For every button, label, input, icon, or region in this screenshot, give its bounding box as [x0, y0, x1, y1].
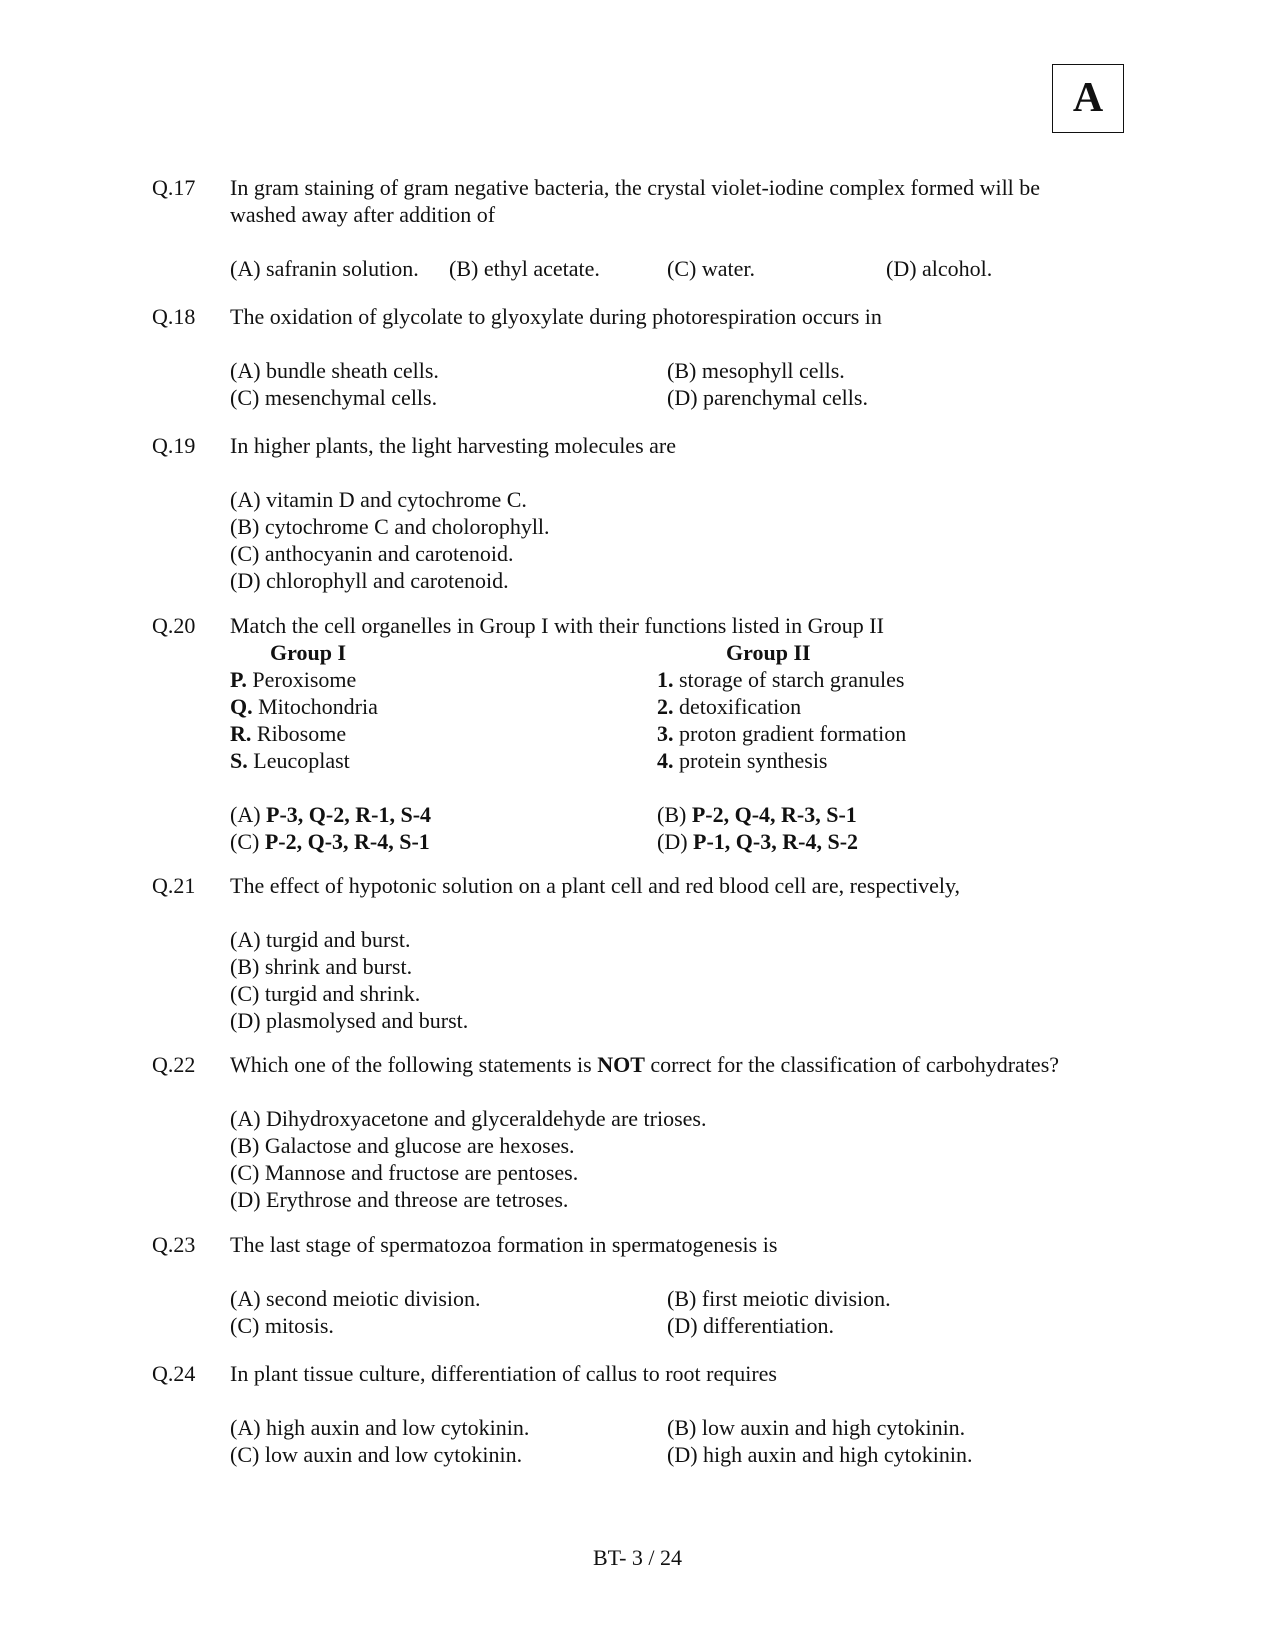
- options: [230, 1285, 1132, 1339]
- option-b: (B) ethyl acetate.: [449, 256, 600, 281]
- option-c: (C) mitosis.: [230, 1313, 334, 1338]
- options: [230, 255, 1132, 282]
- match-row: S. Leucoplast 4. protein synthesis: [230, 748, 828, 773]
- question-21: [152, 872, 1132, 1034]
- match-row: R. Ribosome 3. proton gradient formation: [230, 721, 907, 746]
- question-number: Q.23: [152, 1232, 196, 1257]
- question-number: Q.24: [152, 1361, 196, 1386]
- option-d: (D) differentiation.: [667, 1313, 834, 1338]
- option-c: (C) anthocyanin and carotenoid.: [230, 541, 514, 566]
- question-number: Q.20: [152, 613, 196, 638]
- question-number: Q.21: [152, 873, 196, 898]
- option-a: (A) second meiotic division.: [230, 1286, 481, 1311]
- option-c: (C) turgid and shrink.: [230, 981, 421, 1006]
- question-text: In gram staining of gram negative bacteria, the crystal violet-iodine complex formed will be washed away after addition of: [230, 175, 1041, 227]
- option-b: (B) low auxin and high cytokinin.: [667, 1415, 966, 1440]
- question-24: [152, 1360, 1132, 1468]
- question-22: [152, 1051, 1132, 1213]
- option-a: (A) turgid and burst.: [230, 927, 411, 952]
- option-a: (A) safranin solution.: [230, 256, 419, 281]
- question-text: Match the cell organelles in Group I with their functions listed in Group II: [230, 613, 884, 638]
- option-d: (D) alcohol.: [886, 256, 993, 281]
- question-text: The oxidation of glycolate to glyoxylate during photorespiration occurs in: [230, 304, 882, 329]
- option-b: (B) cytochrome C and cholorophyll.: [230, 514, 550, 539]
- option-d: (D) high auxin and high cytokinin.: [667, 1442, 973, 1467]
- group-1-title: Group I: [270, 640, 347, 665]
- question-number: Q.17: [152, 175, 196, 200]
- question-17: [152, 174, 1132, 282]
- option-c: (C) P-2, Q-3, R-4, S-1: [230, 829, 430, 854]
- option-b: (B) P-2, Q-4, R-3, S-1: [657, 802, 857, 827]
- question-text: In plant tissue culture, differentiation of callus to root requires: [230, 1361, 777, 1386]
- option-a: (A) vitamin D and cytochrome C.: [230, 487, 527, 512]
- option-a: (A) bundle sheath cells.: [230, 358, 439, 383]
- question-text: The last stage of spermatozoa formation in spermatogenesis is: [230, 1232, 778, 1257]
- option-a: (A) P-3, Q-2, R-1, S-4: [230, 802, 432, 827]
- group-2-title: Group II: [726, 640, 811, 665]
- match-table: [230, 639, 1132, 855]
- question-text: The effect of hypotonic solution on a plant cell and red blood cell are, respectively,: [230, 873, 961, 898]
- option-d: (D) Erythrose and threose are tetroses.: [230, 1187, 569, 1212]
- option-d: (D) chlorophyll and carotenoid.: [230, 568, 509, 593]
- option-b: (B) Galactose and glucose are hexoses.: [230, 1133, 575, 1158]
- option-d: (D) plasmolysed and burst.: [230, 1008, 469, 1033]
- question-text: Which one of the following statements is NOT correct for the classification of carbohydrates?: [230, 1052, 1060, 1077]
- option-b: (B) shrink and burst.: [230, 954, 413, 979]
- question-23: [152, 1231, 1132, 1339]
- options: [230, 486, 1132, 594]
- option-a: (A) Dihydroxyacetone and glyceraldehyde are trioses.: [230, 1106, 707, 1131]
- option-c: (C) low auxin and low cytokinin.: [230, 1442, 523, 1467]
- options: [230, 1414, 1132, 1468]
- options: [230, 926, 1132, 1034]
- option-d: (D) P-1, Q-3, R-4, S-2: [657, 829, 859, 854]
- option-c: (C) water.: [667, 256, 755, 281]
- match-row: P. Peroxisome 1. storage of starch granules: [230, 667, 905, 692]
- question-18: [152, 303, 1132, 411]
- question-number: Q.22: [152, 1052, 196, 1077]
- option-c: (C) Mannose and fructose are pentoses.: [230, 1160, 579, 1185]
- option-b: (B) mesophyll cells.: [667, 358, 845, 383]
- question-number: Q.19: [152, 433, 196, 458]
- match-row: Q. Mitochondria 2. detoxification: [230, 694, 802, 719]
- page-footer: BT- 3 / 24: [592, 1545, 683, 1570]
- option-d: (D) parenchymal cells.: [667, 385, 868, 410]
- question-text: In higher plants, the light harvesting molecules are: [230, 433, 676, 458]
- options: [230, 357, 1132, 411]
- question-number: Q.18: [152, 304, 196, 329]
- question-19: [152, 432, 1132, 594]
- options: [230, 1105, 1132, 1213]
- option-c: (C) mesenchymal cells.: [230, 385, 438, 410]
- option-a: (A) high auxin and low cytokinin.: [230, 1415, 530, 1440]
- option-b: (B) first meiotic division.: [667, 1286, 891, 1311]
- paper-set-label: A: [1052, 64, 1124, 133]
- question-20: [152, 612, 1132, 855]
